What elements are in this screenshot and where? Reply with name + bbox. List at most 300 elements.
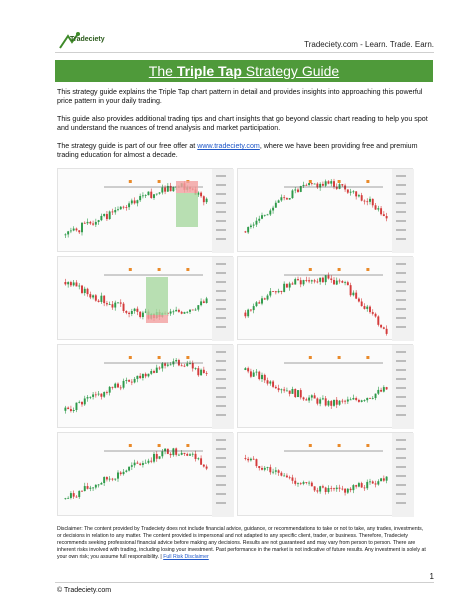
- candle-body: [139, 376, 141, 378]
- tap-marker: [366, 180, 369, 183]
- candle-body: [100, 296, 102, 302]
- candle-body: [147, 192, 149, 195]
- candle-body: [327, 181, 329, 183]
- candle-body: [84, 223, 86, 224]
- candle-body: [98, 301, 100, 302]
- risk-disclaimer-link[interactable]: Full Risk Disclaimer: [163, 554, 209, 560]
- price-axis-label: [396, 387, 406, 389]
- candle-body: [311, 280, 313, 281]
- candle-body: [283, 389, 285, 390]
- price-axis-label: [396, 317, 406, 319]
- candle-body: [286, 198, 288, 199]
- price-axis-label: [396, 238, 406, 240]
- candle-body: [109, 479, 111, 480]
- tap-marker: [186, 268, 189, 271]
- price-axis-label: [216, 466, 226, 468]
- candle-body: [195, 310, 197, 311]
- candle-body: [95, 394, 97, 395]
- candle-body: [147, 374, 149, 377]
- candle-body: [300, 483, 302, 484]
- candle-body: [339, 281, 341, 282]
- candle-body: [369, 398, 371, 399]
- candle-body: [125, 311, 127, 313]
- candle-body: [358, 483, 360, 487]
- candle-body: [111, 304, 113, 307]
- candle-body: [275, 291, 277, 292]
- price-axis-label: [216, 493, 226, 495]
- candle-body: [264, 375, 266, 380]
- candle-body: [347, 399, 349, 401]
- candle-body: [261, 375, 263, 379]
- candle-body: [78, 402, 80, 403]
- candle-body: [275, 387, 277, 388]
- candle-body: [253, 225, 255, 226]
- candle-body: [352, 398, 354, 399]
- price-axis-label: [216, 439, 226, 441]
- candle-body: [145, 195, 147, 196]
- candle-body: [75, 229, 77, 231]
- candle-body: [372, 398, 374, 399]
- price-axis-label: [396, 263, 406, 265]
- candle-body: [161, 363, 163, 368]
- price-axis-label: [216, 360, 226, 362]
- candle-body: [192, 310, 194, 311]
- candle-body: [339, 488, 341, 489]
- candle-body: [283, 197, 285, 198]
- disclaimer: [57, 526, 427, 561]
- candle-body: [67, 282, 69, 284]
- candle-body: [120, 472, 122, 474]
- candle-body: [123, 472, 125, 474]
- candle-body: [247, 310, 249, 317]
- chart-thumbnail: [237, 168, 413, 252]
- candle-body: [366, 201, 368, 202]
- candle-body: [70, 231, 72, 232]
- candle-body: [109, 387, 111, 393]
- candle-body: [267, 296, 269, 300]
- candle-body: [64, 234, 66, 235]
- candle-body: [267, 214, 269, 215]
- candle-body: [305, 482, 307, 483]
- price-axis-label: [396, 466, 406, 468]
- candle-body: [336, 488, 338, 489]
- candle-body: [81, 402, 83, 404]
- candle-body: [84, 398, 86, 404]
- intro-paragraph: This strategy guide explains the Triple Tap chart pattern in detail and provides insights into approaching this powerful price pattern in your daily trading.: [57, 88, 423, 106]
- candle-body: [92, 223, 94, 224]
- candle-body: [98, 485, 100, 486]
- candle-body: [250, 371, 252, 376]
- price-axis-label: [396, 439, 406, 441]
- candle-body: [278, 388, 280, 390]
- candle-body: [280, 473, 282, 476]
- chart-thumbnail: [237, 344, 413, 428]
- candle-body: [347, 282, 349, 285]
- candle-body: [247, 459, 249, 460]
- candle-body: [283, 284, 285, 292]
- tap-marker: [309, 268, 312, 271]
- price-axis-label: [216, 202, 226, 204]
- candle-body: [297, 190, 299, 192]
- candle-body: [361, 400, 363, 402]
- candle-body: [87, 289, 89, 294]
- candle-body: [255, 459, 257, 466]
- price-axis-label: [396, 220, 406, 222]
- candle-body: [87, 222, 89, 223]
- logo-text: Tradeciety: [70, 36, 105, 43]
- candle-body: [261, 215, 263, 219]
- candle-body: [106, 392, 108, 393]
- candle-body: [250, 310, 252, 311]
- candle-body: [322, 278, 324, 282]
- candle-body: [134, 200, 136, 203]
- header-divider: [55, 52, 434, 53]
- price-axis-label: [396, 448, 406, 450]
- candle-body: [75, 497, 77, 498]
- disclaimer-text: Disclaimer: The content provided by Tradeciety does not include financial advice, guidance, or recommendations to take or not to take, any trades, investments, or decisions in relation to any matter. The content provided is impersonal and not adapted to any specific client, trader, or business. Therefore, Tradeciety recommends seeking professional financial advice before making any decisions. Results are not guaranteed and may vary from person to person. There are inherent risks involved with trading, including losing your investment. Past performance in the market is not indicative of future results. Any investment is solely at your own risk; you assume full responsibility. |: [57, 526, 426, 560]
- candle-body: [159, 368, 161, 369]
- candle-body: [131, 382, 133, 383]
- price-axis-label: [216, 369, 226, 371]
- target-zone: [146, 277, 168, 315]
- candle-body: [244, 231, 246, 232]
- candle-body: [289, 477, 291, 478]
- tap-marker: [158, 268, 161, 271]
- candle-body: [377, 208, 379, 209]
- candle-body: [253, 459, 255, 460]
- candle-body: [170, 311, 172, 313]
- candle-body: [89, 488, 91, 489]
- candle-body: [291, 389, 293, 394]
- candle-body: [161, 451, 163, 456]
- candle-body: [106, 477, 108, 479]
- price-axis-label: [216, 229, 226, 231]
- price-axis-label: [216, 272, 226, 274]
- candle-body: [361, 483, 363, 487]
- candle-body: [78, 230, 80, 232]
- candle-body: [150, 371, 152, 374]
- target-zone: [176, 193, 198, 227]
- candle-body: [269, 381, 271, 383]
- candle-body: [372, 481, 374, 483]
- candle-body: [261, 298, 263, 303]
- candle-body: [95, 295, 97, 300]
- candle-body: [131, 465, 133, 466]
- candle-body: [272, 208, 274, 211]
- candle-body: [283, 476, 285, 477]
- price-axis-label: [216, 290, 226, 292]
- candle-body: [314, 395, 316, 398]
- candlestick-chart: [238, 433, 414, 517]
- candle-body: [352, 293, 354, 296]
- price-axis-label: [216, 396, 226, 398]
- candle-body: [325, 275, 327, 282]
- price-axis-label: [216, 475, 226, 477]
- tap-marker: [366, 356, 369, 359]
- candle-body: [64, 408, 66, 411]
- candle-body: [98, 394, 100, 395]
- price-axis-label: [396, 184, 406, 186]
- candle-body: [278, 200, 280, 202]
- candle-body: [377, 316, 379, 324]
- candle-body: [197, 368, 199, 375]
- candle-body: [347, 189, 349, 192]
- candle-body: [164, 188, 166, 192]
- price-axis-label: [396, 378, 406, 380]
- candle-body: [311, 183, 313, 184]
- footer-copyright: © Tradeciety.com: [57, 587, 112, 594]
- candle-body: [350, 489, 352, 490]
- candle-body: [170, 454, 172, 455]
- candle-body: [366, 482, 368, 488]
- price-axis-label: [396, 299, 406, 301]
- candle-body: [339, 401, 341, 405]
- candle-body: [297, 483, 299, 484]
- candle-body: [178, 310, 180, 312]
- candle-body: [291, 477, 293, 480]
- candle-body: [255, 302, 257, 306]
- candle-body: [286, 391, 288, 392]
- candle-body: [308, 483, 310, 484]
- candle-body: [114, 384, 116, 388]
- candle-body: [203, 465, 205, 467]
- price-axis-label: [216, 502, 226, 504]
- candle-body: [195, 368, 197, 369]
- candle-body: [81, 223, 83, 232]
- candle-body: [294, 389, 296, 397]
- candle-body: [253, 306, 255, 310]
- candle-body: [128, 313, 130, 314]
- tap-marker: [338, 180, 341, 183]
- price-axis-label: [216, 405, 226, 407]
- candle-body: [136, 200, 138, 203]
- price-axis-label: [396, 211, 406, 213]
- candle-body: [150, 461, 152, 462]
- candle-body: [87, 397, 89, 398]
- candle-body: [294, 481, 296, 484]
- candlestick-chart: [238, 169, 414, 253]
- candle-body: [314, 184, 316, 185]
- website-link[interactable]: www.tradeciety.com: [197, 142, 260, 150]
- candle-body: [172, 187, 174, 191]
- candle-body: [192, 454, 194, 455]
- candle-body: [128, 203, 130, 207]
- candle-body: [73, 229, 75, 231]
- candle-body: [377, 390, 379, 394]
- candle-body: [120, 302, 122, 303]
- page-title: [149, 63, 339, 79]
- candle-body: [322, 486, 324, 487]
- candle-body: [352, 191, 354, 192]
- candle-body: [120, 387, 122, 388]
- candle-body: [267, 467, 269, 468]
- candle-body: [131, 311, 133, 314]
- candle-body: [280, 291, 282, 292]
- candle-body: [181, 365, 183, 366]
- candle-body: [336, 281, 338, 285]
- candle-body: [200, 458, 202, 464]
- candle-body: [167, 365, 169, 366]
- candle-body: [206, 199, 208, 202]
- candle-body: [264, 298, 266, 299]
- candle-body: [203, 196, 205, 202]
- candle-body: [175, 448, 177, 454]
- candle-body: [95, 222, 97, 225]
- candle-body: [369, 307, 371, 312]
- candle-body: [372, 199, 374, 205]
- candle-body: [333, 280, 335, 285]
- candle-body: [305, 280, 307, 281]
- tap-marker: [129, 180, 132, 183]
- candle-body: [375, 394, 377, 398]
- tap-marker: [338, 356, 341, 359]
- candle-body: [145, 374, 147, 376]
- candle-body: [297, 390, 299, 397]
- candle-body: [183, 366, 185, 367]
- price-axis-label: [216, 184, 226, 186]
- candle-body: [117, 472, 119, 478]
- candle-body: [286, 476, 288, 478]
- candle-body: [84, 289, 86, 293]
- candle-body: [269, 291, 271, 295]
- candle-body: [206, 373, 208, 374]
- candle-body: [178, 455, 180, 456]
- tap-marker: [366, 444, 369, 447]
- candle-body: [183, 453, 185, 454]
- candle-body: [123, 381, 125, 388]
- candle-body: [75, 282, 77, 286]
- candle-body: [70, 493, 72, 498]
- tap-marker: [186, 356, 189, 359]
- candle-body: [314, 280, 316, 281]
- candle-body: [181, 453, 183, 455]
- candle-body: [275, 470, 277, 471]
- price-axis-label: [216, 175, 226, 177]
- candle-body: [186, 364, 188, 366]
- candle-body: [305, 399, 307, 400]
- chart-thumbnail: [237, 432, 413, 516]
- candle-body: [350, 192, 352, 193]
- candle-body: [81, 491, 83, 492]
- candle-body: [153, 371, 155, 373]
- candle-body: [92, 488, 94, 489]
- candle-body: [350, 285, 352, 295]
- candle-body: [341, 489, 343, 490]
- candle-body: [272, 291, 274, 292]
- candle-body: [111, 387, 113, 388]
- candle-body: [153, 454, 155, 462]
- candle-body: [172, 448, 174, 455]
- candle-body: [197, 458, 199, 459]
- price-axis-label: [396, 457, 406, 459]
- candle-body: [339, 184, 341, 189]
- candle-body: [67, 408, 69, 409]
- candle-body: [114, 210, 116, 212]
- price-axis-label: [396, 175, 406, 177]
- candle-body: [386, 216, 388, 218]
- price-axis-label: [396, 281, 406, 283]
- candle-body: [156, 194, 158, 195]
- candle-body: [300, 390, 302, 397]
- candle-body: [380, 325, 382, 328]
- candle-body: [377, 481, 379, 484]
- candle-body: [330, 488, 332, 489]
- candle-body: [64, 282, 66, 284]
- candle-body: [125, 471, 127, 472]
- candle-body: [139, 196, 141, 200]
- price-axis-label: [216, 457, 226, 459]
- candle-body: [128, 380, 130, 382]
- candle-body: [123, 207, 125, 208]
- candle-body: [327, 275, 329, 278]
- candle-body: [172, 311, 174, 312]
- candle-body: [84, 486, 86, 491]
- price-axis-label: [216, 414, 226, 416]
- price-axis-label: [396, 369, 406, 371]
- price-axis-label: [216, 308, 226, 310]
- price-axis-label: [396, 502, 406, 504]
- candle-body: [341, 281, 343, 283]
- candle-body: [100, 483, 102, 484]
- candle-body: [358, 400, 360, 402]
- tap-marker: [158, 444, 161, 447]
- candle-body: [311, 483, 313, 487]
- title-bold: Triple Tap: [176, 63, 242, 79]
- candle-body: [314, 486, 316, 490]
- candle-body: [278, 470, 280, 472]
- tap-marker: [309, 356, 312, 359]
- candle-body: [170, 186, 172, 191]
- candle-body: [117, 384, 119, 388]
- candle-body: [136, 463, 138, 464]
- candle-body: [261, 468, 263, 470]
- price-axis-label: [396, 290, 406, 292]
- price-axis-label: [216, 220, 226, 222]
- candle-body: [206, 298, 208, 303]
- candle-body: [355, 398, 357, 400]
- tap-marker: [338, 268, 341, 271]
- offer-paragraph: [57, 142, 435, 161]
- candle-body: [253, 372, 255, 376]
- candle-body: [103, 392, 105, 397]
- candle-body: [336, 400, 338, 405]
- candle-body: [372, 312, 374, 314]
- offer-text-end: , where we have been providing free and premium trading education for almost a decade.: [57, 142, 418, 160]
- candle-body: [70, 282, 72, 285]
- candlestick-chart: [58, 257, 234, 341]
- candle-body: [125, 380, 127, 381]
- candle-body: [363, 400, 365, 401]
- candle-body: [134, 309, 136, 311]
- candle-body: [344, 185, 346, 189]
- candle-body: [355, 293, 357, 299]
- price-axis-label: [396, 308, 406, 310]
- price-axis-label: [396, 351, 406, 353]
- candle-body: [136, 376, 138, 379]
- candlestick-chart: [238, 345, 414, 429]
- price-axis-label: [396, 493, 406, 495]
- candle-body: [142, 374, 144, 378]
- candle-body: [134, 379, 136, 383]
- candle-body: [244, 313, 246, 317]
- candle-body: [319, 399, 321, 403]
- candle-body: [145, 463, 147, 464]
- price-axis-label: [396, 484, 406, 486]
- candle-body: [189, 454, 191, 455]
- candle-body: [361, 195, 363, 201]
- candle-body: [87, 486, 89, 489]
- candle-body: [305, 185, 307, 186]
